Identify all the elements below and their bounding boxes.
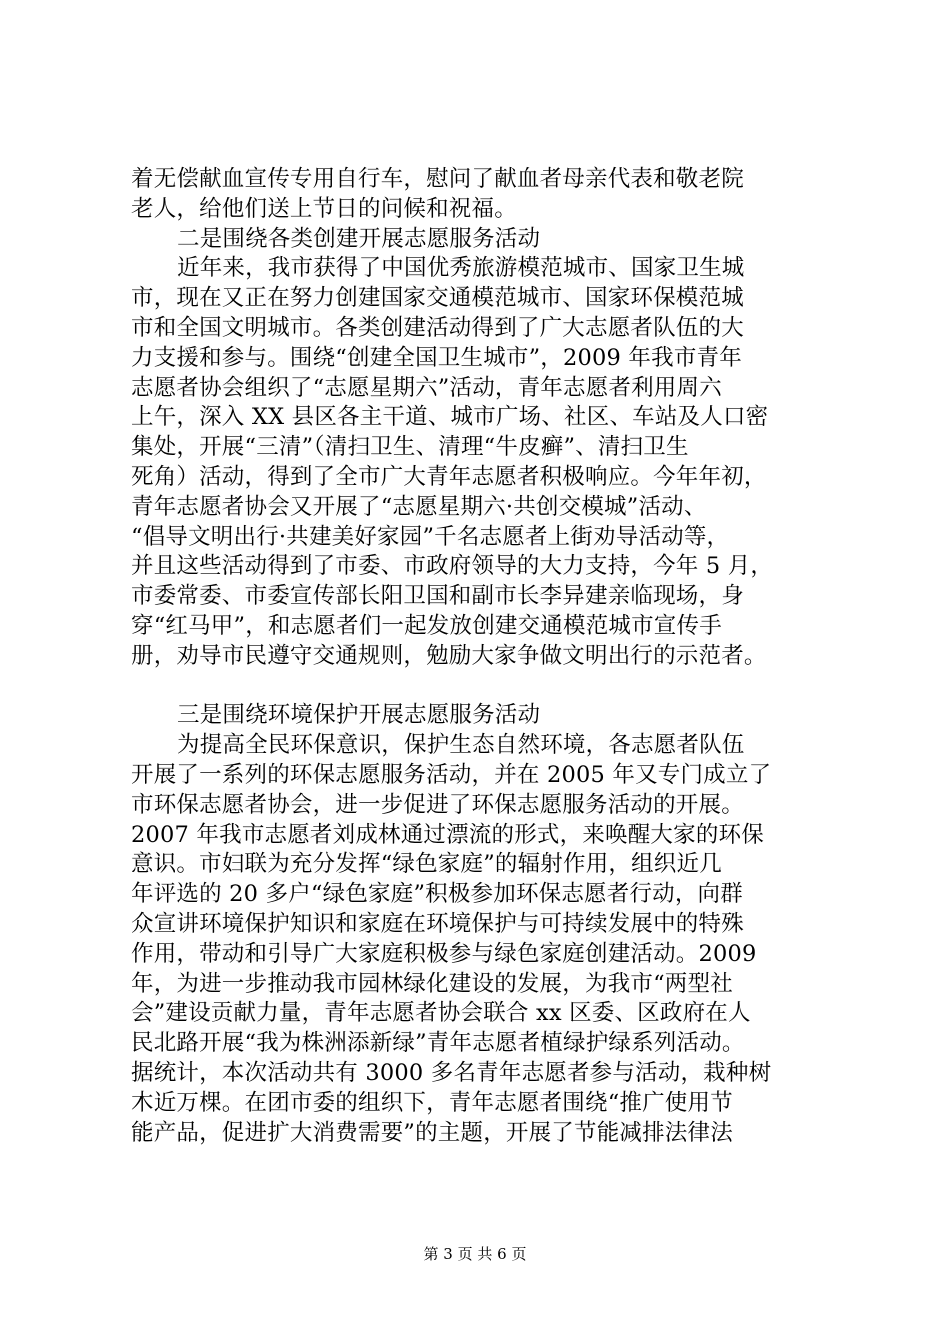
document-body bbox=[131, 165, 831, 1148]
paragraph-gap bbox=[131, 672, 831, 702]
text-line: 志愿者协会组织了“志愿星期六”活动，青年志愿者利用周六 bbox=[131, 374, 722, 401]
text-line: 青年志愿者协会又开展了“志愿星期六·共创交模城”活动、 bbox=[131, 493, 707, 520]
text-line: 2007 年我市志愿者刘成林通过漂流的形式，来唤醒大家的环保 bbox=[131, 821, 764, 848]
text-line: 据统计，本次活动共有 3000 多名青年志愿者参与活动，栽种树 bbox=[131, 1059, 772, 1086]
text-line: 年评选的 20 多户“绿色家庭”积极参加环保志愿者行动，向群 bbox=[131, 881, 743, 908]
text-line: 能产品，促进扩大消费需要”的主题，开展了节能减排法律法 bbox=[131, 1119, 733, 1146]
text-line: 年，为进一步推动我市园林绿化建设的发展，为我市“两型社 bbox=[131, 970, 733, 997]
text-line: 死角）活动，得到了全市广大青年志愿者积极响应。今年年初， bbox=[131, 463, 767, 490]
text-line: 力支援和参与。围绕“创建全国卫生城市”，2009 年我市青年 bbox=[131, 344, 742, 371]
text-line: 并且这些活动得到了市委、市政府领导的大力支持，今年 5 月， bbox=[131, 553, 774, 580]
text-line: 众宣讲环境保护知识和家庭在环境保护与可持续发展中的特殊 bbox=[131, 910, 744, 937]
text-line: 穿“红马甲”，和志愿者们一起发放创建交通模范城市宣传手 bbox=[131, 612, 722, 639]
text-line: 意识。市妇联为充分发挥“绿色家庭”的辐射作用，组织近几 bbox=[131, 851, 722, 878]
text-line: “倡导文明出行·共建美好家园”千名志愿者上街劝导活动等， bbox=[131, 523, 730, 550]
text-line: 民北路开展“我为株洲添新绿”青年志愿者植绿护绿系列活动。 bbox=[131, 1030, 745, 1057]
text-line: 开展了一系列的环保志愿服务活动，并在 2005 年又专门成立了 bbox=[131, 761, 772, 788]
text-line: 上午，深入 XX 县区各主干道、城市广场、社区、车站及人口密 bbox=[131, 404, 769, 431]
section-heading: 二是围绕各类创建开展志愿服务活动 bbox=[177, 225, 541, 252]
text-line: 近年来，我市获得了中国优秀旅游模范城市、国家卫生城 bbox=[177, 255, 745, 282]
text-line: 老人，给他们送上节日的问候和祝福。 bbox=[131, 195, 517, 222]
text-line: 市和全国文明城市。各类创建活动得到了广大志愿者队伍的大 bbox=[131, 314, 744, 341]
text-line: 着无偿献血宣传专用自行车，慰问了献血者母亲代表和敬老院 bbox=[131, 166, 744, 192]
text-line: 集处，开展“三清”（清扫卫生、清理“牛皮癣”、清扫卫生 bbox=[131, 434, 689, 461]
text-line: 作用，带动和引导广大家庭积极参与绿色家庭创建活动。2009 bbox=[131, 940, 757, 967]
text-line: 市环保志愿者协会，进一步促进了环保志愿服务活动的开展。 bbox=[131, 791, 744, 818]
section-heading: 三是围绕环境保护开展志愿服务活动 bbox=[177, 702, 541, 729]
text-line: 木近万棵。在团市委的组织下，青年志愿者围绕“推广使用节 bbox=[131, 1089, 733, 1116]
text-line: 册，劝导市民遵守交通规则，勉励大家争做文明出行的示范者。 bbox=[131, 642, 767, 669]
page-number-footer: 第 3 页 共 6 页 bbox=[423, 1245, 527, 1263]
text-line: 市委常委、市委宣传部长阳卫国和副市长李异建亲临现场，身 bbox=[131, 583, 744, 610]
text-line: 会”建设贡献力量，青年志愿者协会联合 xx 区委、区政府在人 bbox=[131, 1000, 751, 1027]
text-line: 市，现在又正在努力创建国家交通模范城市、国家环保模范城 bbox=[131, 285, 744, 312]
text-line: 为提高全民环保意识，保护生态自然环境，各志愿者队伍 bbox=[177, 732, 745, 759]
